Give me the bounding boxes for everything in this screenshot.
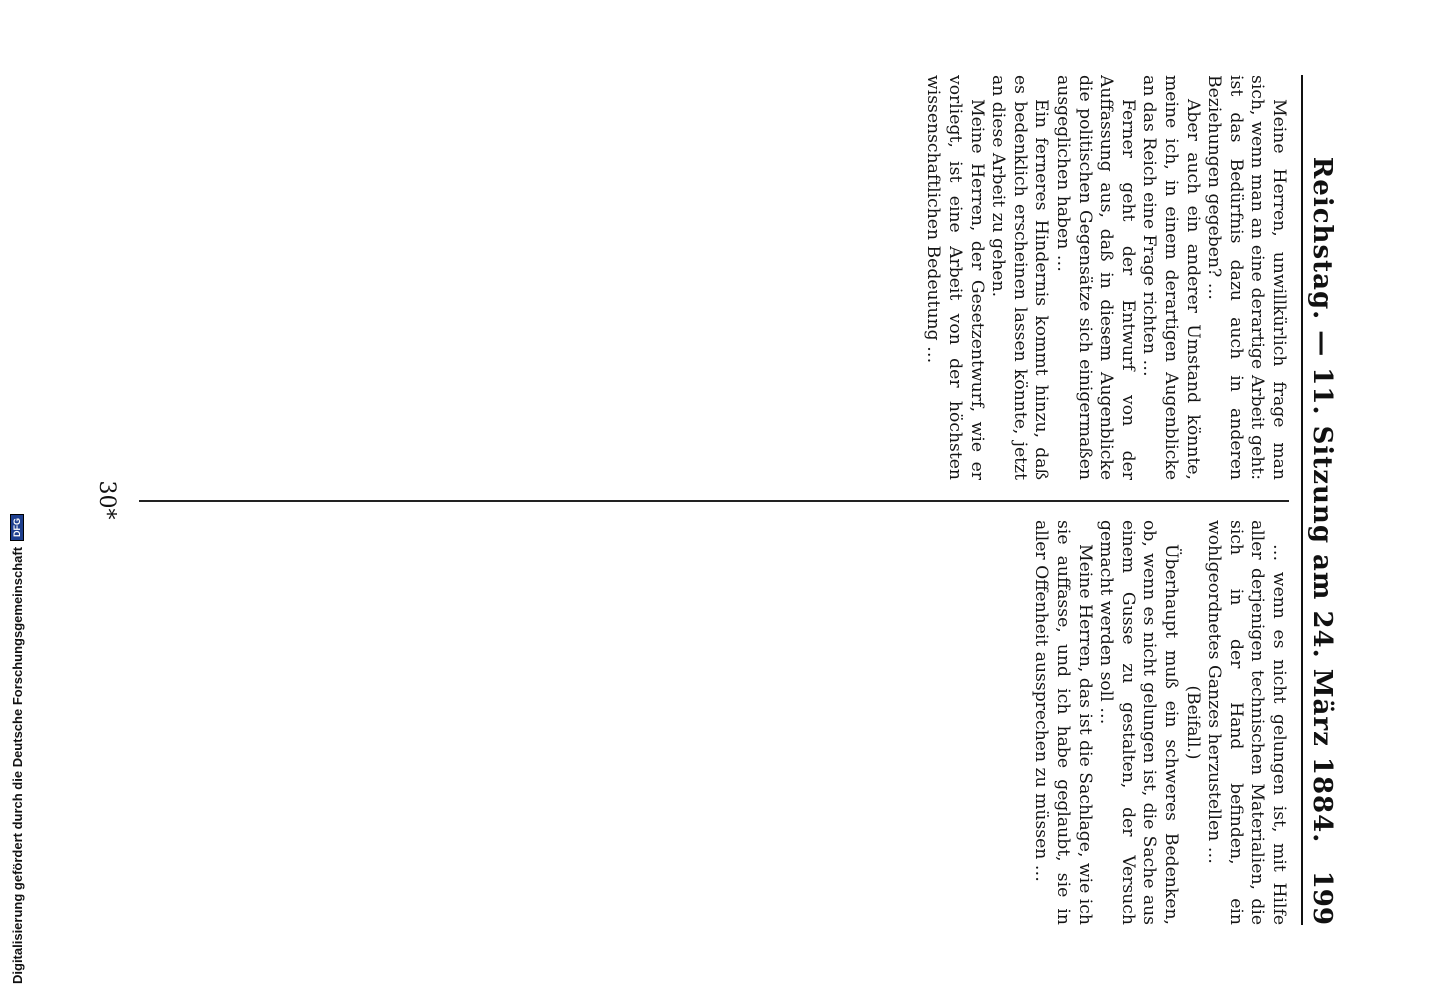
signature-mark: 30* xyxy=(94,480,119,520)
paragraph: Meine Herren, unwillkürlich frage man sich, wenn man an eine derartige Arbeit geht: ist das Bedürfnis dazu auch in anderen Beziehungen gegeben? … xyxy=(1204,75,1289,480)
digitization-sidebar xyxy=(0,0,25,1000)
digitization-credit xyxy=(6,24,28,998)
page-title: Reichstag. — 11. Sitzung am 24. März 1884. xyxy=(1307,156,1337,844)
credit-text: Digitalisierung gefördert durch die Deutsche Forschungsgemeinschaft xyxy=(9,546,25,984)
paragraph: … wenn es nicht gelungen ist, mit Hilfe aller derjenigen technischen Materialien, die sich in der Hand befinden, ein wohlgeordnetes Ganzes herzustellen … xyxy=(1204,520,1289,925)
left-column xyxy=(139,75,1289,480)
paragraph: Meine Herren, der Gesetzentwurf, wie er vorliegt, ist eine Arbeit von der höchsten wissenschaftlichen Bedeutung … xyxy=(923,75,987,480)
right-column xyxy=(139,520,1289,925)
applause-text: Beifall. xyxy=(1182,692,1203,753)
paragraph: Überhaupt muß ein schweres Bedenken, ob, wenn es nicht gelungen ist, die Sache aus einem Gusse zu gestalten, der Versuch gemacht werden soll … xyxy=(1096,520,1182,925)
newspaper-sheet xyxy=(71,55,1361,945)
dfg-logo-icon: DFG xyxy=(10,514,24,541)
paragraph: Ferner geht der Entwurf von der Auffassung aus, daß in diesem Augenblicke die politischen Gegensätze sich einigermaßen ausgeglichen haben … xyxy=(1053,75,1138,480)
page-header xyxy=(1301,75,1343,925)
paragraph: Aber auch ein anderer Umstand könnte, meine ich, in einem derartigen Augenblicke an das Reich eine Frage richten … xyxy=(1139,75,1203,480)
applause-note: (Beifall.) xyxy=(1182,685,1203,760)
page-number: 199 xyxy=(1307,870,1337,925)
paragraph: Ein ferneres Hindernis kommt hinzu, daß es bedenklich erscheinen lassen könnte, jetzt an diese Arbeit zu gehen. xyxy=(988,75,1052,480)
column-divider xyxy=(139,500,1289,502)
paragraph: Meine Herren, das ist die Sachlage, wie ich sie auffasse, und ich habe geglaubt, sie in aller Offenheit aussprechen zu müssen … xyxy=(1031,520,1095,925)
